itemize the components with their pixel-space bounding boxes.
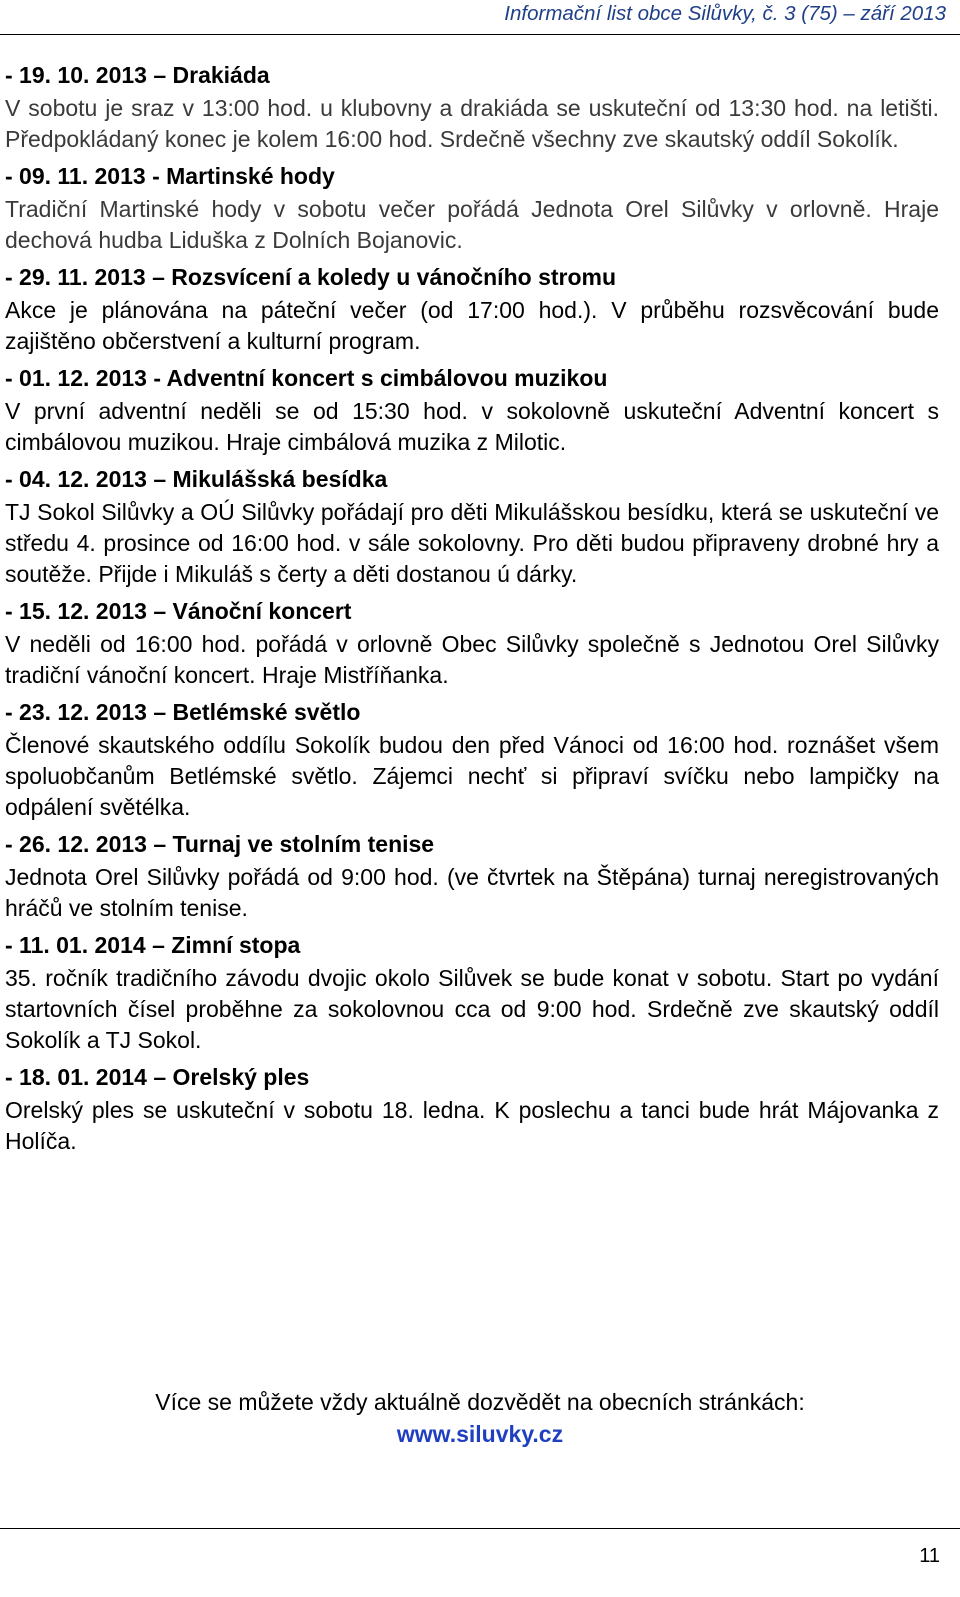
footer-divider [0,1528,960,1529]
footer-note [0,1386,960,1450]
website-link[interactable]: www.siluvky.cz [396,1421,564,1447]
event-vanocni-koncert [5,596,939,691]
event-title: - 19. 10. 2013 – Drakiáda [5,62,270,88]
event-body: 35. ročník tradičního závodu dvojic okolo Silůvek se bude konat v sobotu. Start po vydání startovních čísel proběhne za sokolovnou cca od 9:00 hod. Srdečně zve skautský oddíl Sokolík a TJ Sokol. [5,965,939,1053]
event-body: V neděli od 16:00 hod. pořádá v orlovně Obec Silůvky společně s Jednotou Orel Silůvky tradiční vánoční koncert. Hraje Mistříňanka. [5,631,939,688]
event-body: V sobotu je sraz v 13:00 hod. u klubovny a drakiáda se uskuteční od 13:30 hod. na letišti. Předpokládaný konec je kolem 16:00 hod. Srdečně všechny zve skautský oddíl Sokolík. [5,95,939,152]
event-body: Orelský ples se uskuteční v sobotu 18. ledna. K poslechu a tanci bude hrát Májovanka z Holíča. [5,1097,939,1154]
event-body: Členové skautského oddílu Sokolík budou den před Vánoci od 16:00 hod. roznášet všem spoluobčanům Betlémské světlo. Zájemci nechť si připraví svíčku nebo lampičky na odpálení světélka. [5,732,939,820]
page-header [0,0,960,35]
event-orelsky-ples [5,1062,939,1157]
event-body: Jednota Orel Silůvky pořádá od 9:00 hod. (ve čtvrtek na Štěpána) turnaj neregistrovaných hráčů ve stolním tenise. [5,864,939,921]
event-rozsviceni [5,262,939,357]
event-title: - 01. 12. 2013 - Adventní koncert s cimbálovou muzikou [5,365,608,391]
event-title: - 29. 11. 2013 – Rozsvícení a koledy u vánočního stromu [5,264,617,290]
event-betlemske-svetlo [5,697,939,823]
event-title: - 04. 12. 2013 – Mikulášská besídka [5,466,388,492]
event-title: - 09. 11. 2013 - Martinské hody [5,163,335,189]
event-turnaj-stolni-tenis [5,829,939,924]
event-title: - 18. 01. 2014 – Orelský ples [5,1064,310,1090]
page-number: 11 [919,1545,940,1567]
event-title: - 15. 12. 2013 – Vánoční koncert [5,598,352,624]
event-zimni-stopa [5,930,939,1056]
footer-note-text: Více se můžete vždy aktuálně dozvědět na obecních stránkách: [155,1389,805,1415]
event-mikulasska-besidka [5,464,939,590]
event-body: Tradiční Martinské hody v sobotu večer pořádá Jednota Orel Silůvky v orlovně. Hraje dechová hudba Liduška z Dolních Bojanovic. [5,196,939,253]
event-adventni-koncert [5,363,939,458]
events-list [5,60,939,1163]
event-body: Akce je plánována na páteční večer (od 17:00 hod.). V průběhu rozsvěcování bude zajištěno občerstvení a kulturní program. [5,297,939,354]
event-body: TJ Sokol Silůvky a OÚ Silůvky pořádají pro děti Mikulášskou besídku, která se uskuteční ve středu 4. prosince od 16:00 hod. v sále sokolovny. Pro děti budou připraveny drobné hry a soutěže. Přijde i Mikuláš s čerty a děti dostanou ú dárky. [5,499,939,587]
event-drakiada [5,60,939,155]
event-title: - 26. 12. 2013 – Turnaj ve stolním tenise [5,831,435,857]
event-title: - 11. 01. 2014 – Zimní stopa [5,932,301,958]
event-title: - 23. 12. 2013 – Betlémské světlo [5,699,361,725]
event-body: V první adventní neděli se od 15:30 hod. v sokolovně uskuteční Adventní koncert s cimbálovou muzikou. Hraje cimbálová muzika z Milotic. [5,398,939,455]
event-martinske-hody [5,161,939,256]
header-title: Informační list obce Silůvky, č. 3 (75) – září 2013 [504,2,946,25]
